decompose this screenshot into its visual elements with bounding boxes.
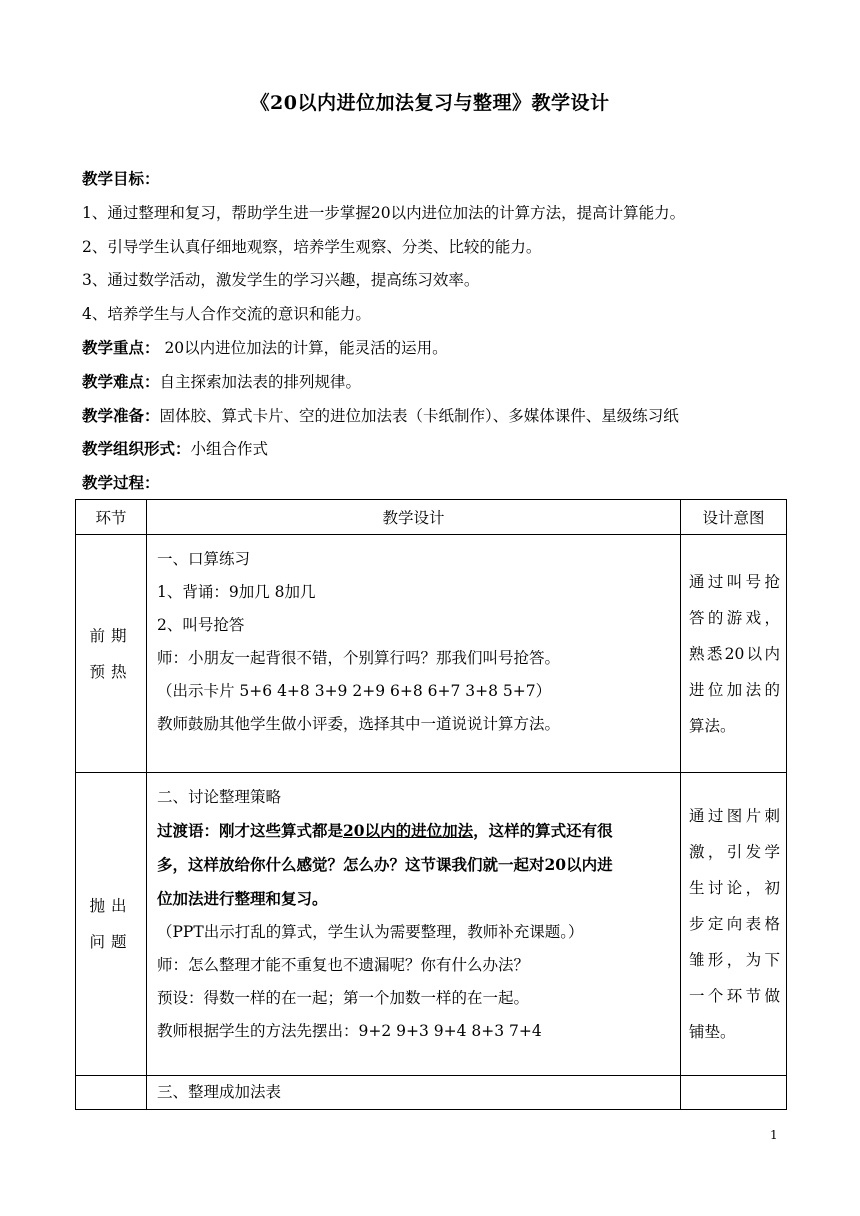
page-number: 1 [770, 1128, 778, 1142]
objectives-heading: 教学目标： [82, 169, 160, 188]
objective-4: 4、培养学生与人合作交流的意识和能力。 [82, 305, 371, 323]
organization-form: 教学组织形式：小组合作式 [82, 439, 269, 458]
objective-1: 1、通过整理和复习，帮助学生进一步掌握20以内进位加法的计算方法，提高计算能力。 [82, 204, 686, 222]
intent-cell: 通过叫号抢答的游戏，熟悉20以内进位加法的算法。 [681, 535, 787, 773]
stage-cell: 前期 预热 [76, 535, 147, 773]
header-stage: 环节 [76, 500, 147, 535]
key-point: 教学重点： 20以内进位加法的计算，能灵活的运用。 [82, 338, 448, 357]
table-row [76, 535, 787, 773]
process-heading: 教学过程： [82, 473, 160, 492]
document-title: 《20以内进位加法复习与整理》教学设计 [250, 92, 610, 114]
stage-cell: 抛出 问题 [76, 773, 147, 1076]
header-design: 教学设计 [147, 500, 681, 535]
design-cell: 二、讨论整理策略 过渡语：刚才这些算式都是20以内的进位加法，这样的算式还有很 多，这样放给你什么感觉？怎么办？这节课我们就一起对20以内进 位加法进行整理和复习。 （PPT出示打乱的算式，学生认为需要整理，教师补充课题。） 师：怎么整理才能不重复也不遗漏呢？你有什么办法？ 预设：得数一样的在一起；第一个加数一样的在一起。 教师根据学生的方法先摆出：9+2 9+3 9+4 8+3 7+4 [147, 773, 681, 1076]
objective-2: 2、引导学生认真仔细地观察，培养学生观察、分类、比较的能力。 [82, 238, 542, 256]
design-cell: 一、口算练习 1、背诵：9加几 8加几 2、叫号抢答 师：小朋友一起背很不错，个别算行吗？那我们叫号抢答。 （出示卡片 5+6 4+8 3+9 2+9 6+8 6+7 3+8 5+7） 教师鼓励其他学生做小评委，选择其中一道说说计算方法。 [147, 535, 681, 773]
table-header-row [76, 500, 787, 535]
table-row [76, 1076, 787, 1110]
objective-3: 3、通过数学活动，激发学生的学习兴趣，提高练习效率。 [82, 271, 480, 289]
intent-cell: 通过图片刺激，引发学生讨论，初步定向表格雏形，为下一个环节做铺垫。 [681, 773, 787, 1076]
difficulty: 教学难点：自主探索加法表的排列规律。 [82, 372, 362, 391]
intent-cell [681, 1076, 787, 1110]
header-intent: 设计意图 [681, 500, 787, 535]
preparation: 教学准备：固体胶、算式卡片、空的进位加法表（卡纸制作）、多媒体课件、星级练习纸 [82, 406, 679, 425]
design-cell: 三、整理成加法表 [147, 1076, 681, 1110]
process-table [75, 499, 787, 1110]
table-row [76, 773, 787, 1076]
stage-cell [76, 1076, 147, 1110]
